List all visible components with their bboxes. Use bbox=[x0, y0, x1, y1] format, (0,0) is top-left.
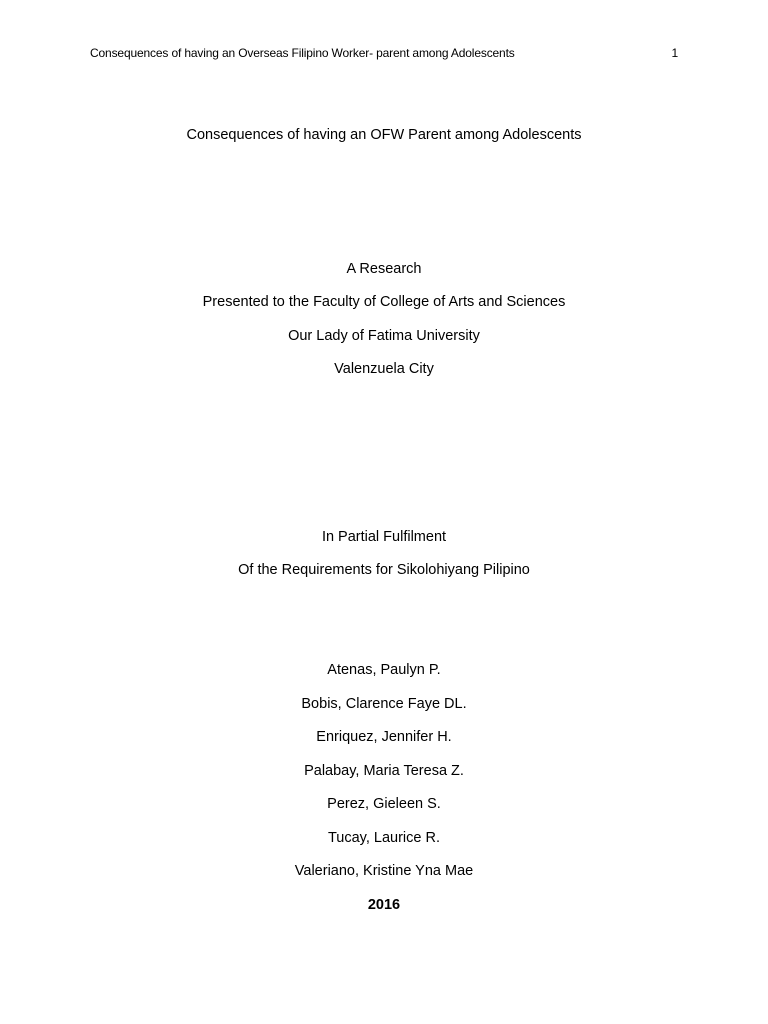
page-number: 1 bbox=[671, 46, 678, 60]
author-name: Atenas, Paulyn P. bbox=[327, 662, 441, 678]
author-name: Bobis, Clarence Faye DL. bbox=[301, 696, 467, 712]
fulfilment-line: In Partial Fulfilment bbox=[321, 529, 447, 545]
presentation-line-university: Our Lady of Fatima University bbox=[288, 328, 480, 344]
requirements-line: Of the Requirements for Sikolohiyang Pilipino bbox=[238, 562, 530, 578]
presentation-line-faculty: Presented to the Faculty of College of Arts and Sciences bbox=[202, 294, 566, 310]
author-name: Tucay, Laurice R. bbox=[327, 830, 440, 846]
running-head bbox=[90, 46, 680, 64]
running-head-title: Consequences of having an Overseas Filipino Worker- parent among Adolescents bbox=[90, 46, 515, 60]
author-name: Perez, Gieleen S. bbox=[327, 796, 441, 812]
presentation-line-research: A Research bbox=[346, 261, 422, 277]
author-name: Enriquez, Jennifer H. bbox=[316, 729, 452, 745]
author-name: Palabay, Maria Teresa Z. bbox=[304, 763, 464, 779]
document-title: Consequences of having an OFW Parent among Adolescents bbox=[186, 127, 582, 143]
author-name: Valeriano, Kristine Yna Mae bbox=[294, 863, 474, 879]
year: 2016 bbox=[367, 897, 401, 913]
presentation-line-city: Valenzuela City bbox=[334, 361, 434, 377]
